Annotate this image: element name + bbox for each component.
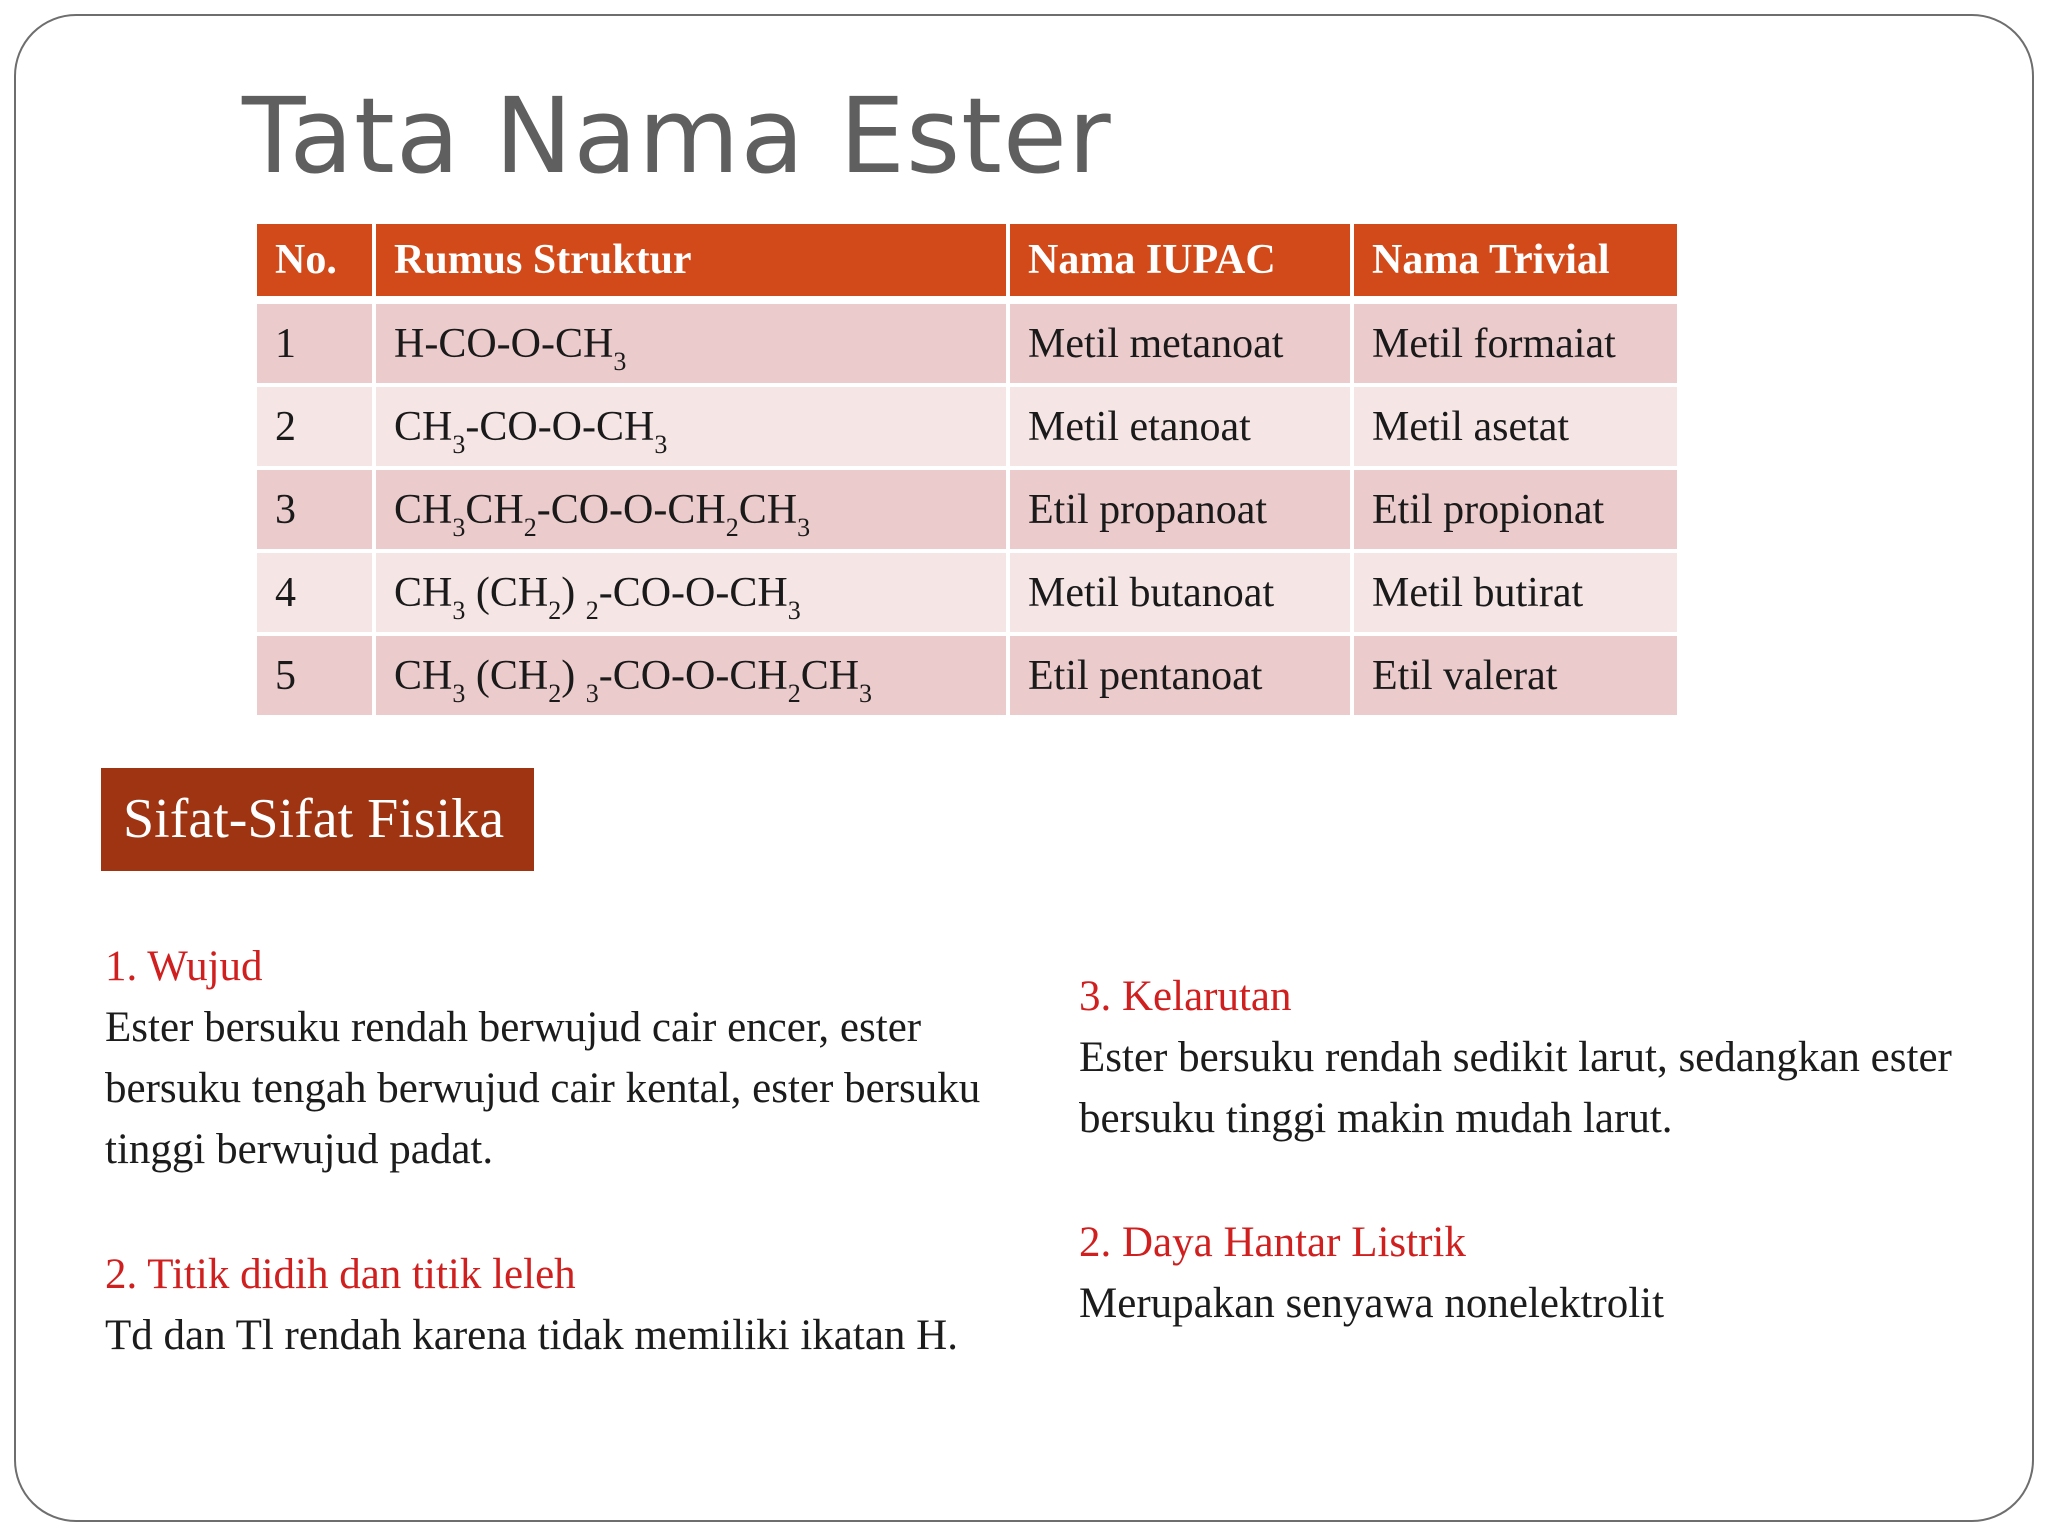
cell-no: 2 [257, 387, 372, 466]
cell-iupac: Etil propanoat [1010, 470, 1350, 549]
cell-formula [376, 636, 1006, 715]
property-wujud [105, 936, 1025, 1180]
cell-iupac: Metil etanoat [1010, 387, 1350, 466]
formula-subscript: 3 [452, 512, 466, 542]
property-body: Td dan Tl rendah karena tidak memiliki ikatan H. [105, 1312, 958, 1359]
table-row [257, 636, 1677, 715]
formula-subscript: 3 [613, 346, 627, 376]
cell-trivial: Metil butirat [1354, 553, 1677, 632]
formula-subscript: 2 [787, 678, 801, 708]
formula-subscript: 3 [585, 678, 599, 708]
table-row [257, 387, 1677, 466]
formula-text: CH [394, 652, 453, 699]
property-daya-hantar-listrik [1079, 1212, 1999, 1334]
property-heading: 1. Wujud [105, 943, 263, 990]
formula-text: -CO-O-CH [536, 486, 726, 533]
formula-subscript: 2 [523, 512, 537, 542]
cell-formula [376, 553, 1006, 632]
cell-trivial: Etil valerat [1354, 636, 1677, 715]
formula-text: -CO-O-CH [598, 652, 788, 699]
property-titik-didih-leleh [105, 1244, 1065, 1366]
cell-iupac: Etil pentanoat [1010, 636, 1350, 715]
header-rumus-struktur: Rumus Struktur [376, 224, 1006, 300]
formula-subscript: 3 [797, 512, 811, 542]
property-body: Merupakan senyawa nonelektrolit [1079, 1280, 1665, 1327]
property-body: Ester bersuku rendah sedikit larut, sedangkan ester bersuku tinggi makin mudah larut. [1079, 1034, 1952, 1142]
cell-iupac: Metil butanoat [1010, 553, 1350, 632]
cell-trivial: Etil propionat [1354, 470, 1677, 549]
ester-naming-table [253, 220, 1681, 719]
cell-iupac: Metil metanoat [1010, 304, 1350, 383]
formula-subscript: 2 [585, 595, 599, 625]
formula-text: -CO-O-CH [598, 569, 788, 616]
formula-text: H-CO-O-CH [394, 320, 614, 367]
property-body: Ester bersuku rendah berwujud cair encer, ester bersuku tengah berwujud cair kental, ester bersuku tinggi berwujud padat. [105, 1004, 981, 1173]
formula-subscript: 2 [548, 595, 562, 625]
formula-subscript: 3 [787, 595, 801, 625]
formula-text: CH [394, 486, 453, 533]
formula-subscript: 3 [452, 678, 466, 708]
formula-subscript: 3 [452, 595, 466, 625]
cell-formula [376, 387, 1006, 466]
table-row [257, 304, 1677, 383]
table-header-row [257, 224, 1677, 300]
formula-text: -CO-O-CH [465, 403, 655, 450]
section-badge-sifat-fisika: Sifat-Sifat Fisika [101, 768, 534, 871]
cell-formula [376, 304, 1006, 383]
formula-text: CH [394, 403, 453, 450]
header-no: No. [257, 224, 372, 300]
cell-trivial: Metil formaiat [1354, 304, 1677, 383]
property-heading: 2. Daya Hantar Listrik [1079, 1219, 1466, 1266]
cell-no: 4 [257, 553, 372, 632]
cell-trivial: Metil asetat [1354, 387, 1677, 466]
page-title: Tata Nama Ester [242, 75, 1112, 197]
formula-text: ) [561, 652, 586, 699]
formula-subscript: 3 [452, 429, 466, 459]
header-nama-trivial: Nama Trivial [1354, 224, 1677, 300]
formula-subscript: 3 [654, 429, 668, 459]
formula-text: CH [800, 652, 860, 699]
formula-text: (CH [465, 569, 549, 616]
slide-frame [14, 14, 2034, 1522]
property-kelarutan [1079, 966, 1999, 1149]
cell-formula [376, 470, 1006, 549]
formula-subscript: 2 [725, 512, 739, 542]
table-row [257, 470, 1677, 549]
formula-subscript: 3 [859, 678, 873, 708]
formula-text: CH [394, 569, 453, 616]
cell-no: 1 [257, 304, 372, 383]
formula-text: CH [465, 486, 524, 533]
formula-subscript: 2 [548, 678, 562, 708]
cell-no: 3 [257, 470, 372, 549]
formula-text: ) [561, 569, 586, 616]
property-heading: 3. Kelarutan [1079, 973, 1292, 1020]
header-nama-iupac: Nama IUPAC [1010, 224, 1350, 300]
formula-text: CH [738, 486, 798, 533]
cell-no: 5 [257, 636, 372, 715]
table-row [257, 553, 1677, 632]
property-heading: 2. Titik didih dan titik leleh [105, 1251, 576, 1298]
formula-text: (CH [465, 652, 549, 699]
